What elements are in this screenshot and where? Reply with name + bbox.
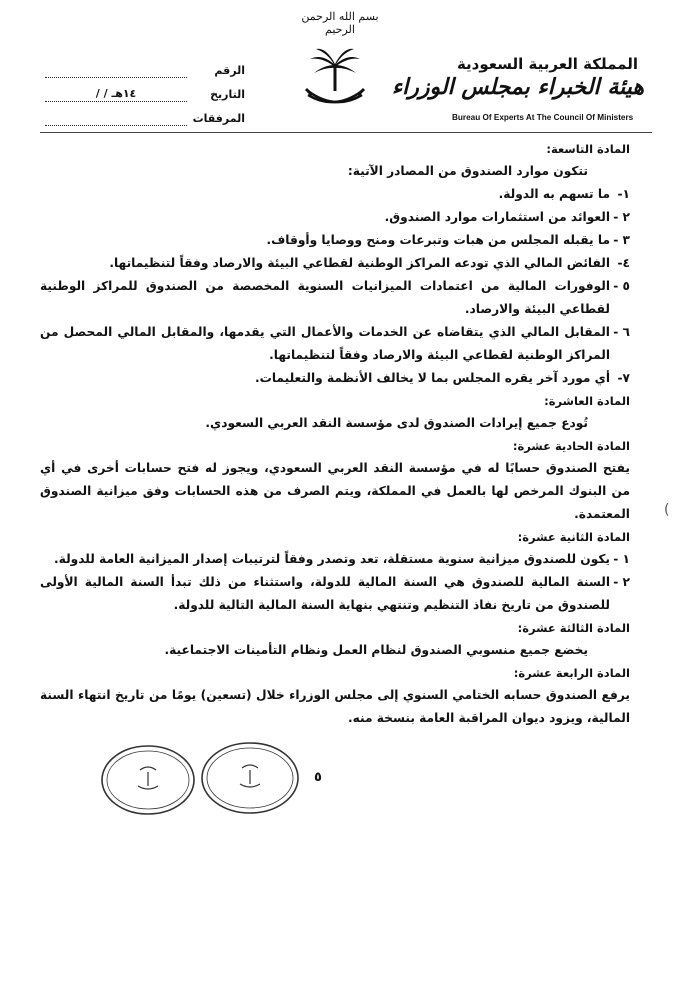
list-item: ٢ - السنة المالية للصندوق هي السنة المالية للدولة، واستثناء من ذلك تبدأ السنة المالية الأولى للصندوق من تاريخ نفاذ التنظيم وتنتهي بنهاية السنة المالية التالية للدولة. bbox=[40, 575, 630, 612]
list-item: ٣ - ما يقبله المجلس من هبات وتبرعات ومنح ووصايا وأوقاف. bbox=[266, 233, 630, 247]
number-value bbox=[45, 63, 187, 78]
article-12-title: المادة الثانية عشرة: bbox=[517, 530, 630, 544]
official-stamps bbox=[100, 740, 300, 820]
article-14-text: يرفع الصندوق حسابه الختامي السنوي إلى مجلس الوزراء خلال (تسعين) يومًا من تاريخ انتهاء السنة المالية، ويزود ديوان المراقبة العامة بنسخة منه. bbox=[40, 688, 630, 725]
article-10-text: تُودع جميع إيرادات الصندوق لدى مؤسسة النقد العربي السعودي. bbox=[205, 416, 588, 430]
document-body bbox=[40, 138, 630, 730]
number-label: الرقم bbox=[214, 63, 245, 77]
list-item: ١ - يكون للصندوق ميزانية سنوية مستقلة، تعد وتصدر وفقاً لترتيبات إصدار الميزانية العامة للدولة. bbox=[54, 552, 630, 566]
article-9-intro: تتكون موارد الصندوق من المصادر الآتية: bbox=[347, 164, 588, 178]
list-item: ٤- الفائض المالي الذي تودعه المراكز الوطنية لقطاعي البيئة والارصاد وفقاً لتنظيماتها. bbox=[109, 256, 630, 270]
margin-bracket: ( bbox=[664, 502, 670, 518]
list-item: ٢ - العوائد من استثمارات موارد الصندوق. bbox=[384, 210, 630, 224]
stamp-left bbox=[102, 746, 194, 814]
stamp-right bbox=[202, 743, 298, 813]
article-11-text: يفتح الصندوق حسابًا له في مؤسسة النقد العربي السعودي، ويجوز له فتح حسابات أخرى في أي من البنوك المرخص لها بالعمل في المملكة، ويتم الصرف من هذه الحسابات وفق ميزانية الصندوق المعتمدة. bbox=[40, 461, 630, 521]
bismillah: بسم الله الرحمن الرحيم bbox=[301, 10, 379, 36]
list-item: ٥ - الوفورات المالية من اعتمادات الميزانيات السنوية المخصصة من الصندوق للمراكز الوطنية لقطاعي البيئة والارصاد. bbox=[40, 279, 630, 316]
date-value: / / ١٤هـ bbox=[45, 87, 187, 102]
header-divider bbox=[40, 132, 652, 133]
article-14-title: المادة الرابعة عشرة: bbox=[513, 666, 630, 680]
org-name-line2: هيئة الخبراء بمجلس الوزراء bbox=[391, 74, 644, 100]
org-name-line1: المملكة العربية السعودية bbox=[456, 55, 638, 73]
saudi-emblem-icon bbox=[302, 45, 368, 115]
list-item: ١- ما تسهم به الدولة. bbox=[498, 187, 630, 201]
article-9-title: المادة التاسعة: bbox=[546, 142, 630, 156]
date-row bbox=[45, 82, 245, 106]
article-11-title: المادة الحادية عشرة: bbox=[512, 439, 630, 453]
attachments-value bbox=[45, 111, 187, 126]
article-13-text: يخضع جميع منسوبي الصندوق لنظام العمل ونظام التأمينات الاجتماعية. bbox=[164, 643, 588, 657]
attachments-label: المرفقات bbox=[192, 111, 245, 125]
org-name-english: Bureau Of Experts At The Council Of Ministers bbox=[452, 113, 634, 122]
page-number: ٥ bbox=[314, 770, 322, 785]
number-row bbox=[45, 58, 245, 82]
list-item: ٧- أي مورد آخر يقره المجلس بما لا يخالف الأنظمة والتعليمات. bbox=[254, 371, 630, 385]
article-10-title: المادة العاشرة: bbox=[544, 394, 630, 408]
date-label: التاريخ bbox=[210, 87, 245, 101]
article-13-title: المادة الثالثة عشرة: bbox=[517, 621, 630, 635]
list-item: ٦ - المقابل المالي الذي يتقاضاه عن الخدمات والأعمال التي يقدمها، والمقابل المالي المحصل من المراكز الوطنية لقطاعي البيئة والارصاد وفقاً لتنظيماتها. bbox=[40, 325, 630, 362]
reference-block bbox=[45, 58, 245, 130]
attachments-row bbox=[45, 106, 245, 130]
